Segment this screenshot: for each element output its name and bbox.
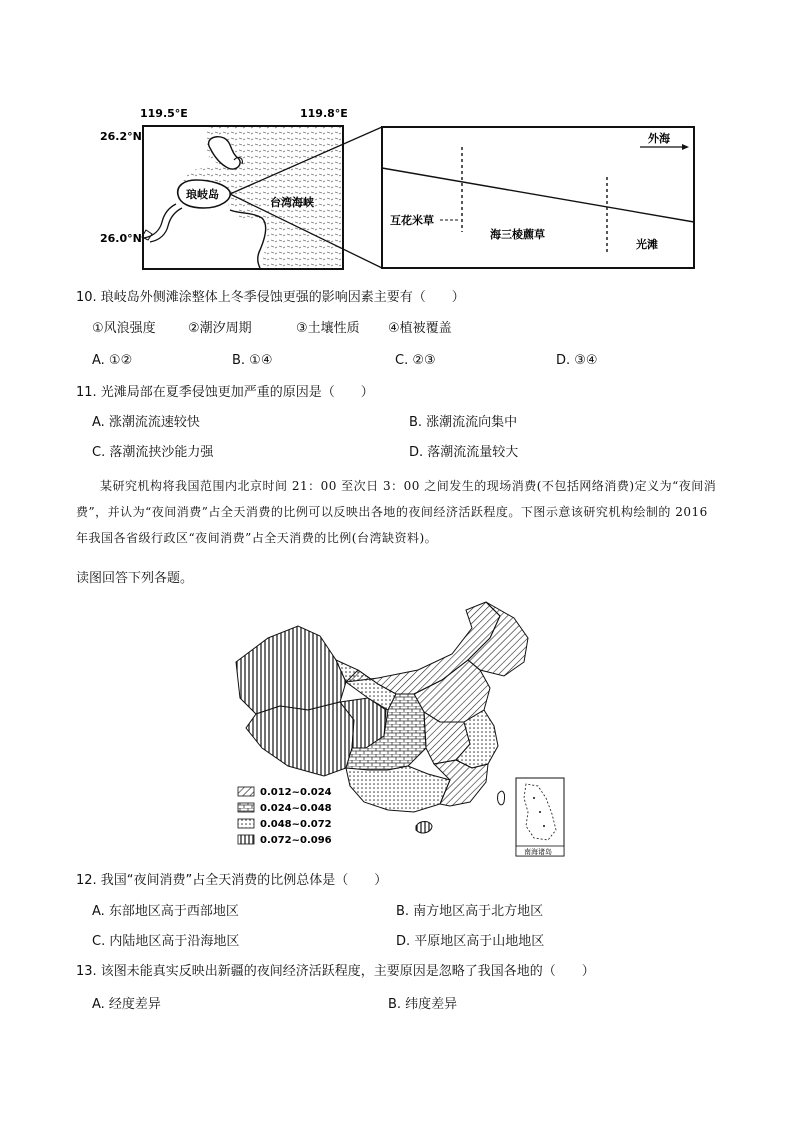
q12-option-b: B. 南方地区高于北方地区 — [396, 904, 544, 919]
legend-label-4: 0.072~0.096 — [260, 835, 332, 846]
q10-option-c: C. ②③ — [395, 353, 436, 368]
q10-stem: 10. 琅岐岛外侧滩涂整体上冬季侵蚀更强的影响因素主要有（ ） — [76, 290, 465, 305]
lat-bottom-label: 26.0°N — [100, 232, 142, 245]
q11-option-c: C. 落潮流挟沙能力强 — [92, 445, 214, 460]
q10-factor-2: ②潮汐周期 — [188, 321, 252, 336]
island-label: 琅岐岛 — [186, 188, 219, 201]
lon-right-label: 119.8°E — [300, 107, 348, 120]
legend-label-2: 0.024~0.048 — [260, 803, 332, 814]
lat-top-label: 26.2°N — [100, 130, 142, 143]
q12-option-d: D. 平原地区高于山地地区 — [396, 934, 545, 949]
strait-label: 台湾海峡 — [270, 196, 314, 209]
china-night-consumption-map — [228, 598, 568, 860]
q10-option-d: D. ③④ — [556, 353, 598, 368]
lon-left-label: 119.5°E — [140, 107, 188, 120]
passage-text: 某研究机构将我国范围内北京时间 21：00 至次日 3：00 之间发生的现场消费(不包括网络消费)定义为“夜间消费”，并认为“夜间消费”占全天消费的比例可以反映出各地的夜间经济活跃程度。下图示意该研究机构绘制的 2016 年我国各省级行政区“夜间消费”占全天消费的比例(台湾缺资料)。 — [76, 479, 717, 545]
langqi-figure — [100, 100, 700, 275]
q11-stem: 11. 光滩局部在夏季侵蚀更加严重的原因是（ ） — [76, 385, 374, 400]
legend-label-1: 0.012~0.024 — [260, 787, 332, 798]
q10-factor-1: ①风浪强度 — [92, 321, 156, 336]
q13-stem: 13. 该图未能真实反映出新疆的夜间经济活跃程度，主要原因是忽略了我国各地的（ ） — [76, 964, 595, 979]
q12-stem: 12. 我国“夜间消费”占全天消费的比例总体是（ ） — [76, 873, 388, 888]
q13-option-b: B. 纬度差异 — [388, 997, 458, 1012]
q12-option-c: C. 内陆地区高于沿海地区 — [92, 934, 240, 949]
sea-label: 外海 — [648, 132, 670, 145]
q11-option-a: A. 涨潮流流速较快 — [92, 415, 200, 430]
zone-label-2: 海三棱藨草 — [490, 228, 545, 241]
q11-option-d: D. 落潮流流量较大 — [409, 445, 519, 460]
q12-option-a: A. 东部地区高于西部地区 — [92, 904, 239, 919]
q10-option-a: A. ①② — [92, 353, 133, 368]
q10-option-b: B. ①④ — [232, 353, 273, 368]
q10-factor-4: ④植被覆盖 — [388, 321, 452, 336]
passage-instruction: 读图回答下列各题。 — [76, 571, 194, 586]
zone-label-1: 互花米草 — [390, 214, 434, 227]
q11-option-b: B. 涨潮流流向集中 — [409, 415, 518, 430]
zone-label-3: 光滩 — [636, 238, 658, 251]
q10-factor-3: ③土壤性质 — [296, 321, 360, 336]
legend-label-3: 0.048~0.072 — [260, 819, 332, 830]
q13-option-a: A. 经度差异 — [92, 997, 161, 1012]
inset-label: 南海诸岛 — [524, 848, 552, 856]
